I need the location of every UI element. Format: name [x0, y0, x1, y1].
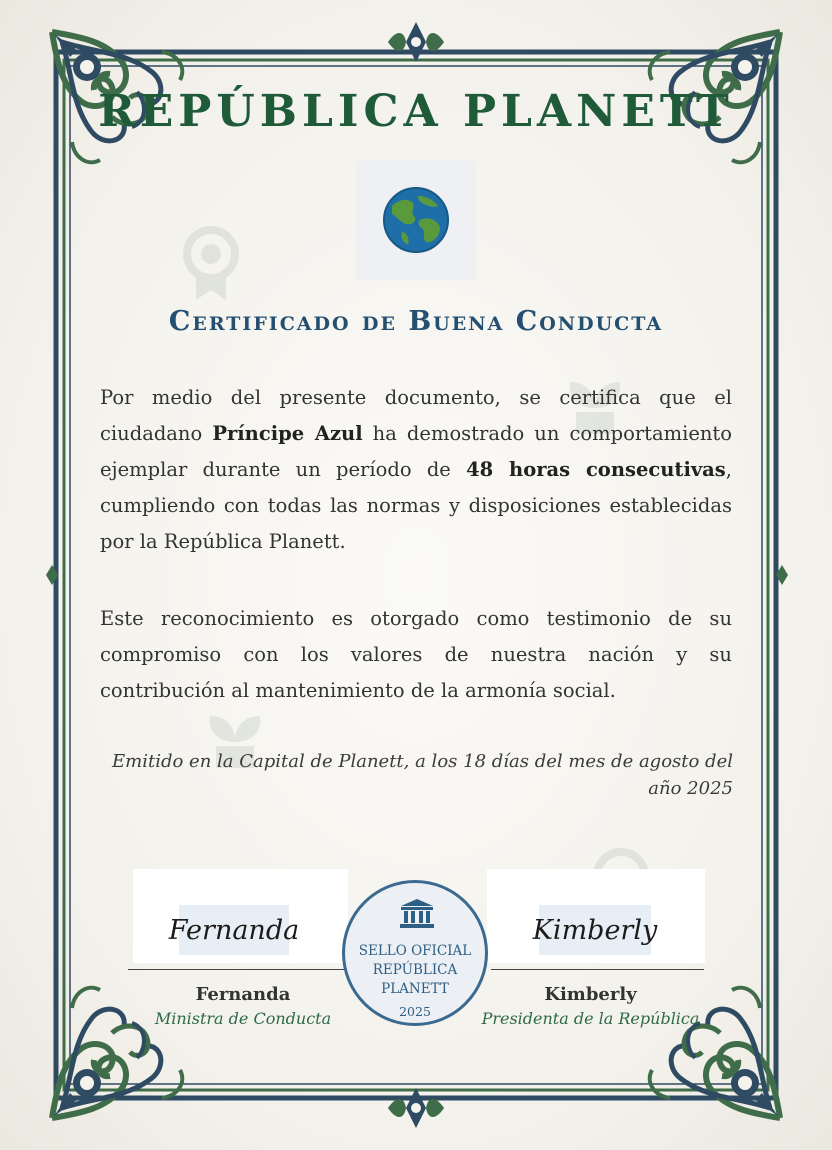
- signature-fernanda: Fernanda: [179, 905, 289, 955]
- signer-name-right: Kimberly: [544, 984, 637, 1005]
- paragraph1-end: , cumpliendo con todas las normas y disposiciones establecidas por la República Planett.: [100, 458, 732, 553]
- paragraph1-middle: ha demostrado un comportamiento ejemplar durante un período de: [100, 422, 733, 481]
- signature-line-right: [491, 969, 704, 970]
- recognition-paragraph: Este reconocimiento es otorgado como testimonio de su compromiso con los valores de nuestra nación y su contribución al mantenimiento de la armonía social.: [100, 607, 732, 702]
- paragraph1-intro: Por medio del presente documento, se certifica que el ciudadano: [100, 386, 732, 445]
- signature-box-right: [487, 869, 705, 963]
- globe-emblem: [356, 160, 476, 280]
- republic-title: REPÚBLICA PLANETT: [98, 86, 734, 137]
- signature-box-left: [133, 869, 348, 963]
- signature-line-left: [128, 969, 344, 970]
- seal-line-3: PLANETT: [381, 981, 449, 997]
- signature-kimberly: Kimberly: [539, 905, 651, 955]
- certification-paragraph: [100, 380, 732, 560]
- seal-year: 2025: [399, 1004, 431, 1019]
- seal-line-2: REPÚBLICA: [372, 962, 458, 978]
- signer-title-right: Presidenta de la República: [481, 1009, 700, 1028]
- building-icon: [399, 897, 435, 929]
- citizen-name: Príncipe Azul: [212, 422, 363, 445]
- certificate-subtitle: Certificado de Buena Conducta: [168, 306, 664, 337]
- globe-icon: [382, 186, 450, 254]
- signer-name-left: Fernanda: [195, 984, 291, 1005]
- issued-statement: Emitido en la Capital de Planett, a los 18 días del mes de agosto del año 2025: [112, 751, 733, 799]
- seal-line-1: SELLO OFICIAL: [358, 943, 472, 959]
- duration-value: 48 horas consecutivas: [466, 458, 726, 481]
- official-seal: [342, 880, 488, 1026]
- signer-title-left: Ministra de Conducta: [154, 1009, 332, 1028]
- ribbon-watermark-icon: [182, 226, 240, 300]
